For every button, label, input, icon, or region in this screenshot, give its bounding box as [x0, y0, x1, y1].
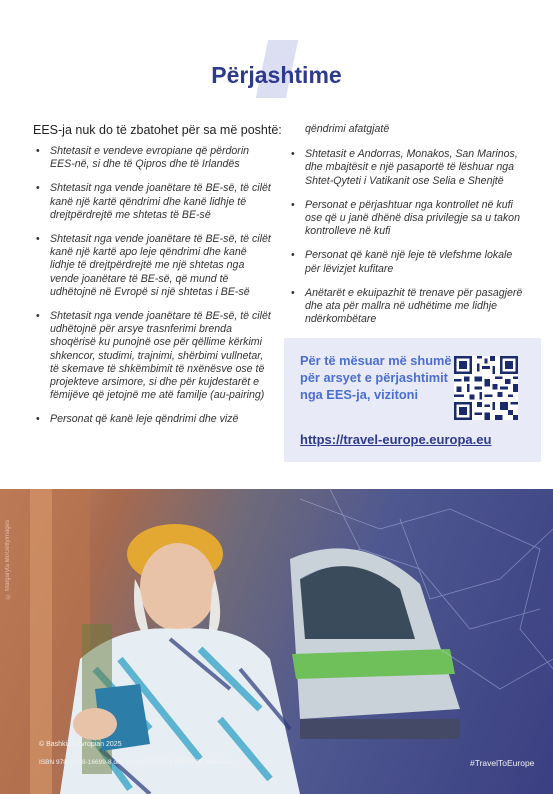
intro-text: EES-ja nuk do të zbatohet për sa më poshtë: [33, 123, 282, 137]
page-title: Përjashtime [211, 62, 342, 88]
list-item: • Personat që kanë leje qëndrimi dhe vizë [34, 413, 274, 426]
info-text: Për të mësuar më shumë për arsyet e përjashtimit nga EES-ja, vizitoni [300, 353, 452, 402]
isbn-text: ISBN 978-92-68-16699-8 doi: 10.2837/720378 DR-09-24-394-EN-C [39, 759, 234, 766]
hashtag-text: #TravelToEurope [470, 758, 535, 768]
website-link[interactable]: https://travel-europe.europa.eu [300, 432, 492, 447]
info-box [284, 338, 541, 462]
exemption-list-left [34, 145, 274, 438]
list-item: • Personat që kanë një leje të vlefshme lokale për lëvizjet kufitare [289, 249, 529, 275]
list-item: • Anëtarët e ekuipazhit të trenave për pasagjerë dhe ata për mallra në udhëtime me lidhje ndërkombëtare [289, 287, 529, 327]
list-item: • Personat e përjashtuar nga kontrollet në kufi ose që u janë dhënë disa privilegje sa u takon kontrolleve në kufi [289, 199, 529, 239]
exemption-list-right [289, 123, 529, 337]
list-item: • Shtetasit nga vende joanëtare të BE-së, të cilët kanë një kartë qëndrimi dhe kanë lidhje të drejtpërdrejtë me shtetas të BE-së [34, 182, 274, 222]
hero-photo [0, 489, 553, 794]
list-item: • Shtetasit e vendeve evropiane që përdorin EES-në, si dhe të Qipros dhe të Irlandës [34, 145, 274, 171]
qr-code-icon[interactable] [454, 356, 518, 420]
list-item-continuation: qëndrimi afatgjatë [305, 123, 390, 135]
photo-illustration [0, 489, 553, 794]
list-item: • Shtetasit nga vende joanëtare të BE-së, të cilët udhëtojnë për arsye trasnferimi brenda shoqërisë ku punojnë ose për qëllime kërkimi shkencor, studimi, trajnimi, shërbimi vullnetar, të skemave të shkëmbimit të nxënësve ose të projekteve arsimore, si dhe për kujdestarët e fëmijëve që jetojnë me atë familje (au-pairing) [34, 310, 274, 402]
copyright-text: © Bashkimi Evropian 2025 [39, 741, 122, 748]
photo-credit: © Margaryta Mr/Gettyimages [5, 520, 11, 599]
list-item: • Shtetasit e Andorras, Monakos, San Marinos, dhe mbajtësit e një pasaportë të lëshuar nga Shtet-Qyteti i Vatikanit ose Selia e Shenjtë [289, 148, 529, 188]
list-item: • Shtetasit nga vende joanëtare të BE-së, të cilët kanë një kartë apo leje qëndrimi dhe kanë lidhje të drejtpërdrejtë me një shtetas nga vende joanëtare të BE-së, që mund të udhëtojnë në Evropë si një shtetas i BE-së [34, 233, 274, 299]
title-area [0, 40, 553, 100]
